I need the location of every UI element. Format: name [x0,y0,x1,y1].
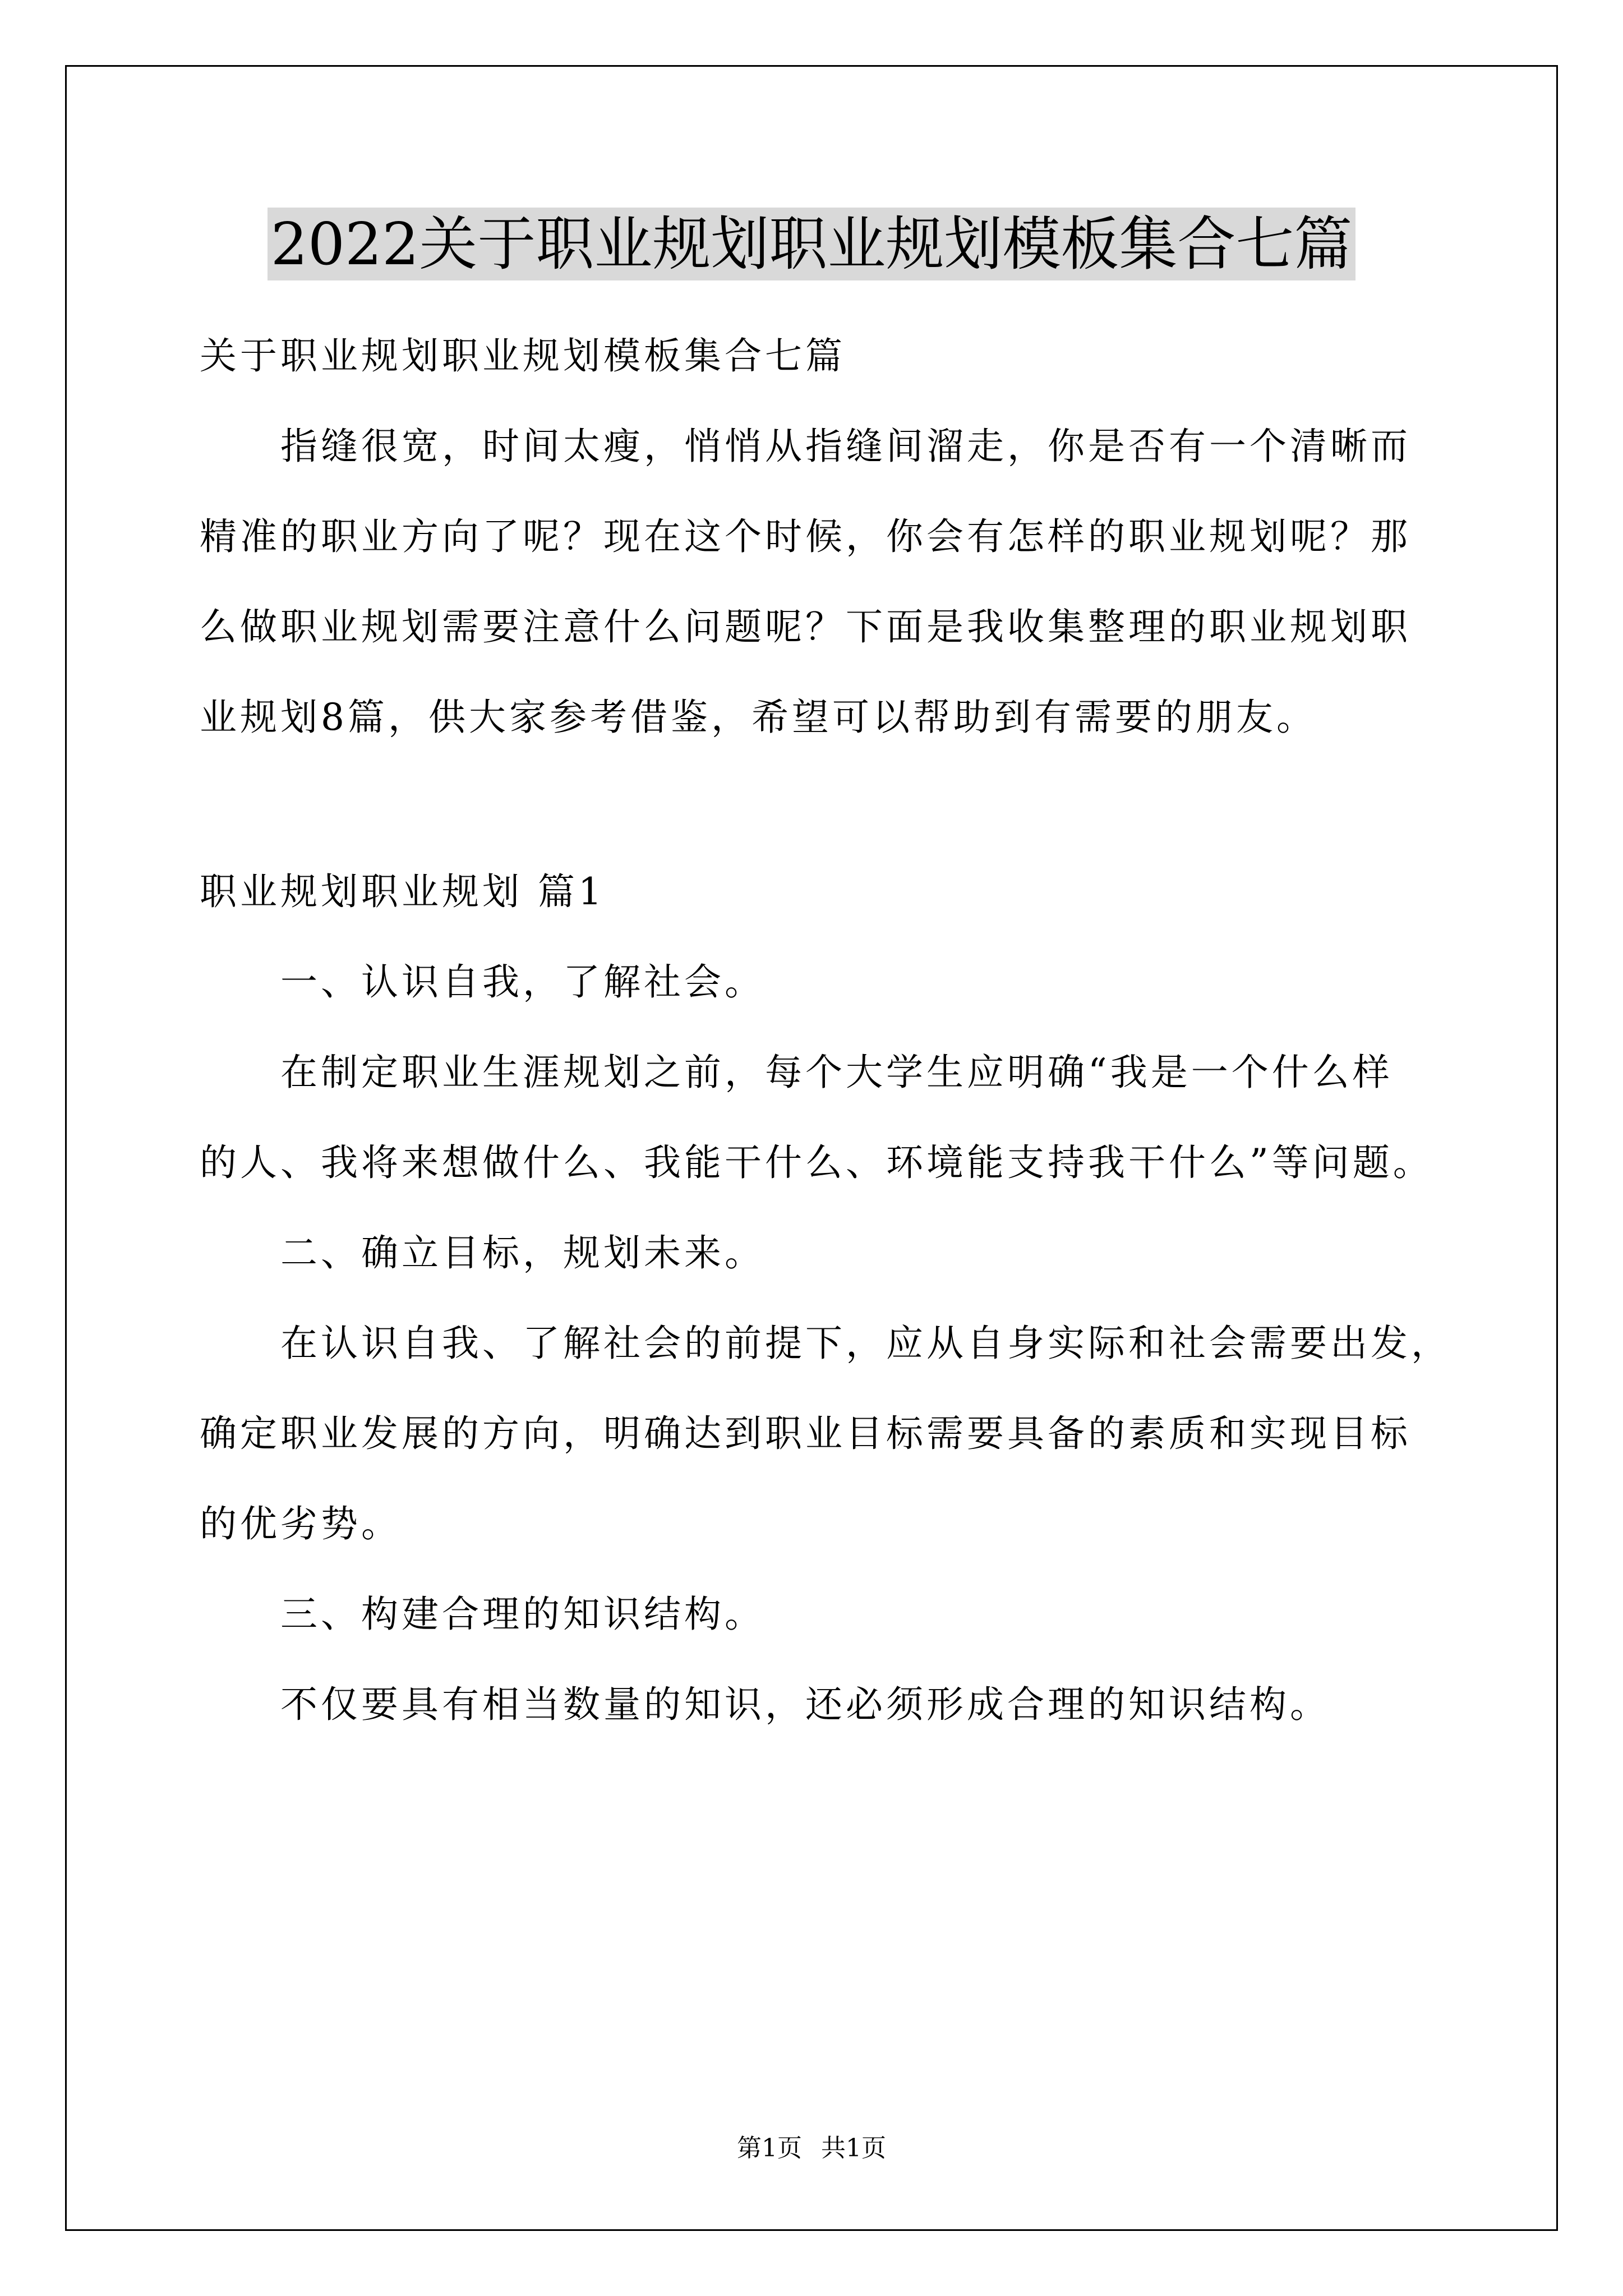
document-title-container [0,202,1623,286]
point2-body-line-3: 的优劣势。 [200,1502,402,1545]
document-title: 2022关于职业规划职业规划模板集合七篇 [268,208,1356,280]
intro-line-1: 指缝很宽，时间太瘦，悄悄从指缝间溜走，你是否有一个清晰而 [280,425,1411,468]
point1-body-line-2: 的人、我将来想做什么、我能干什么、环境能支持我干什么”等问题。 [200,1141,1433,1184]
section-heading: 职业规划职业规划 篇1 [200,870,605,913]
point3-heading: 三、构建合理的知识结构。 [280,1593,765,1636]
point1-body-line-1: 在制定职业生涯规划之前，每个大学生应明确“我是一个什么样 [280,1051,1393,1094]
point2-body-line-2: 确定职业发展的方向，明确达到职业目标需要具备的素质和实现目标 [200,1412,1411,1455]
document-body [200,311,1451,1750]
point3-body: 不仅要具有相当数量的知识，还必须形成合理的知识结构。 [280,1683,1330,1726]
document-subtitle: 关于职业规划职业规划模板集合七篇 [200,334,846,378]
intro-line-4: 业规划8篇，供大家参考借鉴，希望可以帮助到有需要的朋友。 [200,696,1317,739]
point2-body-line-1: 在认识自我、了解社会的前提下，应从自身实际和社会需要出发， [280,1322,1451,1365]
intro-line-3: 么做职业规划需要注意什么问题呢？下面是我收集整理的职业规划职 [200,605,1411,648]
intro-line-2: 精准的职业方向了呢？现在这个时候，你会有怎样的职业规划呢？那 [200,515,1411,558]
page-footer: 第1页 共1页 [737,2134,886,2162]
point1-heading: 一、认识自我，了解社会。 [280,960,765,1004]
point2-heading: 二、确立目标，规划未来。 [280,1231,765,1274]
